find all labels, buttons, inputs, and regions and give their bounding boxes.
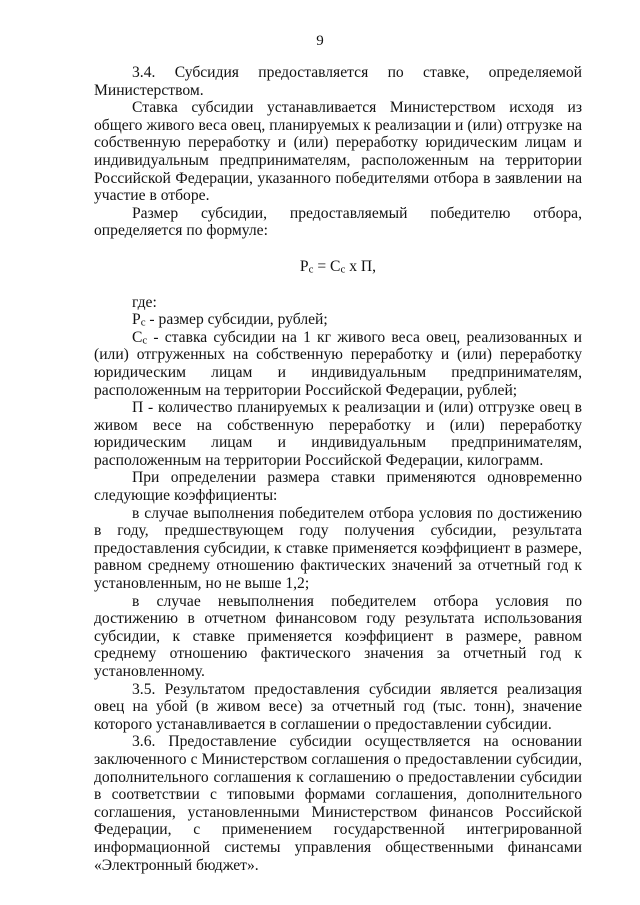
definition-p: П - количество планируемых к реализации и (или) отгрузке овец в живом весе на собственную переработку и (или) переработку юридическим лицам и индивидуальным предпринимателям, расположенным на территории Российской Федерации, килограмм. <box>94 399 582 469</box>
paragraph-3-4: 3.4. Субсидия предоставляется по ставке, определяемой Министерством. <box>94 64 582 99</box>
paragraph-3-6: 3.6. Предоставление субсидии осуществляется на основании заключенного с Министерством соглашения о предоставлении субсидии, дополнительного соглашения к соглашению о предоставлении субсидии в соответствии с типовыми формами соглашения, дополнительного соглашения, установленными Министерством финансов Российской Федерации, с применением государственной интегрированной информационной системы управления общественными финансами «Электронный бюджет». <box>94 733 582 874</box>
subsidy-formula <box>94 258 582 276</box>
document-body <box>94 64 582 874</box>
def-pc-sub: c <box>140 316 146 329</box>
paragraph-formula-intro: Размер субсидии, предоставляемый победителю отбора, определяется по формуле: <box>94 204 582 240</box>
page-number: 9 <box>316 33 324 49</box>
paragraph-coefficients: При определении размера ставки применяются одновременно следующие коэффициенты: <box>94 469 582 505</box>
paragraph-where: где: <box>132 293 157 311</box>
def-cc-symbol: C <box>132 328 143 346</box>
paragraph-coefficient-2: в случае невыполнения победителем отбора условия по достижению в отчетном финансовом году результата использования субсидии, к ставке применяется коэффициент в размере, равном среднему отношению фактического значения за отчетный год к установленному. <box>94 592 582 680</box>
formula-lhs-sub: c <box>308 263 314 276</box>
formula-rhs-sub: c <box>340 263 346 276</box>
formula-rest: x П, <box>345 257 377 275</box>
definition-cc <box>94 329 582 399</box>
formula-lhs: P <box>299 257 309 275</box>
def-cc-sub: c <box>142 334 148 347</box>
def-pc-text: - размер субсидии, рублей; <box>145 311 328 329</box>
paragraph-3-5: 3.5. Результатом предоставления субсидии является реализация овец на убой (в живом весе) за отчетный год (тыс. тонн), значение которого устанавливается в соглашении о предоставлении субсидии. <box>94 680 582 733</box>
paragraph-rate: Ставка субсидии устанавливается Министерством исходя из общего живого веса овец, планируемых к реализации и (или) отгрузке на собственную переработку и (или) переработку юридическим лицам и индивидуальным предпринимателям, расположенным на территории Российской Федерации, указанного победителями отбора в заявлении на участие в отборе. <box>94 99 582 205</box>
definition-pc <box>94 311 582 329</box>
paragraph-coefficient-1: в случае выполнения победителем отбора условия по достижению в году, предшествующем году получения субсидии, результата предоставления субсидии, к ставке применяется коэффициент в размере, равном среднему отношению фактических значений за отчетный год к установленным, но не выше 1,2; <box>94 504 582 593</box>
def-pc-symbol: P <box>132 311 141 329</box>
formula-eq: = C <box>313 257 341 275</box>
def-cc-text: - ставка субсидии на 1 кг живого веса овец, реализованных и (или) отгруженных на собственную переработку и (или) переработку юридическим лицам и индивидуальным предпринимателям, расположенным на территории Российской Федерации, рублей; <box>94 328 582 399</box>
